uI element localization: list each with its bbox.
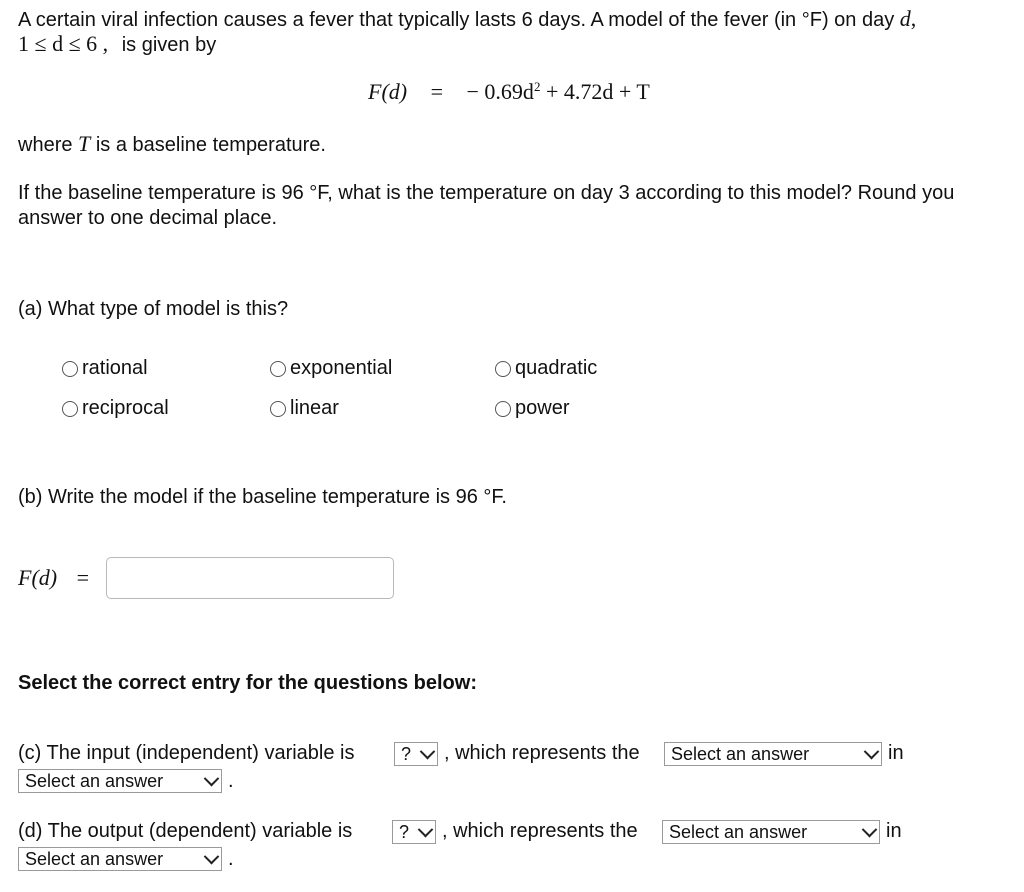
option-linear[interactable] — [270, 397, 339, 420]
question-line-1 — [18, 182, 954, 205]
radio-button[interactable] — [62, 361, 78, 377]
part-d-represents-select[interactable] — [662, 820, 880, 844]
degree-unit: °F — [309, 182, 328, 204]
part-c-represents-select[interactable] — [664, 742, 882, 766]
select-value: ? — [399, 821, 410, 842]
model-answer-box[interactable] — [106, 557, 394, 599]
baseline-text: is a baseline temperature. — [95, 134, 326, 156]
select-value: Select an answer — [669, 821, 808, 842]
formula-term-2: + 4.72d + T — [545, 79, 650, 104]
intro-line-1 — [18, 6, 916, 32]
part-c-text-a: (c) The input (independent) variable is — [18, 742, 355, 764]
chevron-down-icon — [418, 821, 434, 837]
radio-button[interactable] — [62, 401, 78, 417]
part-d-period: . — [228, 848, 234, 870]
option-label: reciprocal — [82, 397, 169, 419]
radio-button[interactable] — [270, 401, 286, 417]
chevron-down-icon — [864, 743, 880, 759]
radio-button[interactable] — [495, 361, 511, 377]
formula-term-1: − 0.69d — [466, 79, 534, 104]
model-formula — [368, 79, 650, 105]
radio-button[interactable] — [495, 401, 511, 417]
part-d-variable-select[interactable] — [392, 820, 436, 844]
chevron-down-icon — [204, 848, 220, 864]
part-c-text-b: , which represents the — [444, 742, 640, 764]
chevron-down-icon — [420, 743, 436, 759]
part-c-variable-select[interactable] — [394, 742, 438, 766]
option-power[interactable] — [495, 397, 569, 420]
intro-line-2 — [18, 31, 216, 57]
radio-button[interactable] — [270, 361, 286, 377]
variable-d: d — [899, 6, 911, 31]
part-a-prompt: (a) What type of model is this? — [18, 298, 289, 320]
degree-unit: °F — [483, 486, 502, 508]
part-b-prompt — [18, 486, 507, 509]
question-text-a: If the baseline temperature is 96 — [18, 182, 304, 204]
intro-text-end: ) on day — [821, 9, 895, 31]
comma: , — [910, 6, 917, 31]
part-b-lhs — [18, 565, 89, 591]
select-value: Select an answer — [25, 770, 164, 791]
period: . — [501, 486, 507, 508]
part-c-in: in — [888, 742, 904, 764]
model-answer-input[interactable] — [107, 558, 393, 598]
option-exponential[interactable] — [270, 357, 392, 380]
option-label: exponential — [290, 357, 393, 379]
formula-lhs: F(d) — [368, 79, 408, 104]
select-value: Select an answer — [25, 848, 164, 869]
question-line-2: answer to one decimal place. — [18, 207, 278, 229]
select-heading: Select the correct entry for the questions below: — [18, 672, 477, 694]
where-text: where — [18, 134, 73, 156]
formula-exponent: 2 — [533, 79, 541, 94]
option-rational[interactable] — [62, 357, 148, 380]
part-d-in: in — [886, 820, 902, 842]
formula-equals: = — [76, 565, 90, 590]
intro-text: A certain viral infection causes a fever that typically lasts 6 days. A model of the fever (in — [18, 9, 797, 31]
variable-T: T — [78, 131, 91, 156]
degree-unit: °F — [801, 9, 822, 31]
part-d-text-b: , which represents the — [442, 820, 638, 842]
part-b-text: (b) Write the model if the baseline temperature is 96 — [18, 486, 478, 508]
part-d-text-a: (d) The output (dependent) variable is — [18, 820, 353, 842]
option-reciprocal[interactable] — [62, 397, 169, 420]
question-text-b: , what is the temperature on day 3 according to this model? Round you — [327, 182, 955, 204]
formula-equals: = — [430, 79, 444, 104]
chevron-down-icon — [862, 821, 878, 837]
given-by-text: is given by — [121, 34, 217, 56]
part-c-units-select[interactable] — [18, 769, 222, 793]
part-c-period: . — [228, 770, 234, 792]
domain-inequality: 1 ≤ d ≤ 6 , — [18, 31, 109, 56]
option-quadratic[interactable] — [495, 357, 597, 380]
part-d-units-select[interactable] — [18, 847, 222, 871]
option-label: linear — [290, 397, 339, 419]
select-value: Select an answer — [671, 743, 810, 764]
chevron-down-icon — [204, 770, 220, 786]
formula-lhs: F(d) — [18, 565, 58, 590]
option-label: power — [515, 397, 570, 419]
option-label: quadratic — [515, 357, 598, 379]
baseline-definition — [18, 131, 326, 157]
option-label: rational — [82, 357, 148, 379]
select-value: ? — [401, 743, 412, 764]
